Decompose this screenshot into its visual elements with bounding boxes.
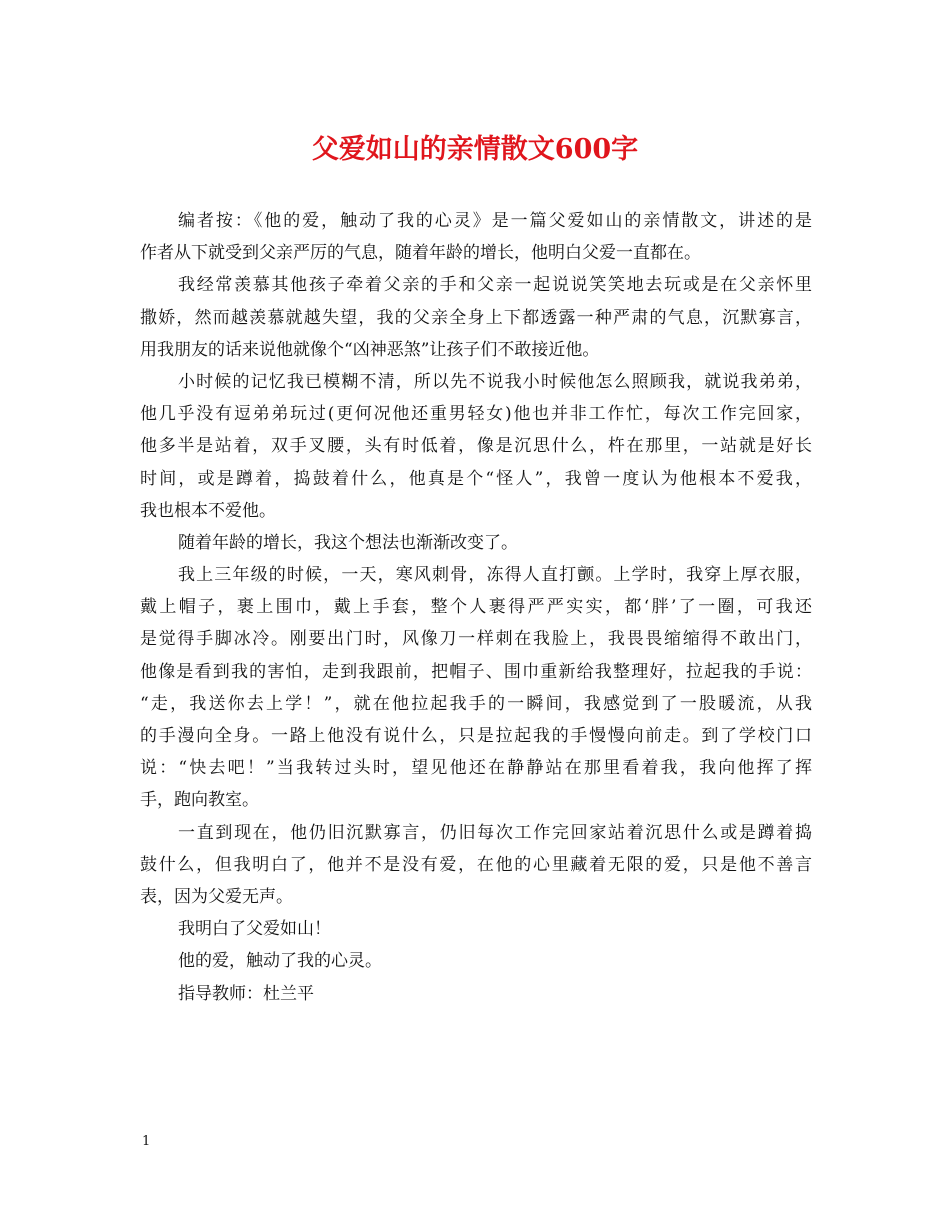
body-line: 时间，或是蹲着，捣鼓着什么，他真是个“怪人”，我曾一度认为他根本不爱我，	[140, 468, 812, 489]
body-line: 戴上帽子，裹上围巾，戴上手套，整个人裹得严严实实，都‘胖’了一圈，可我还	[140, 597, 812, 618]
body-line: 他像是看到我的害怕，走到我跟前，把帽子、围巾重新给我整理好，拉起我的手说：	[140, 661, 812, 682]
body-line: 我经常羡慕其他孩子牵着父亲的手和父亲一起说说笑笑地去玩或是在父亲怀里	[178, 275, 812, 296]
body-line: 我上三年级的时候，一天，寒风刺骨，冻得人直打颤。上学时，我穿上厚衣服，	[178, 565, 812, 586]
document-title: 父爱如山的亲情散文600字	[311, 134, 639, 165]
body-line: 我明白了父爱如山！	[178, 919, 331, 940]
body-line: 鼓什么，但我明白了，他并不是没有爱，在他的心里藏着无限的爱，只是他不善言	[140, 854, 812, 875]
body-line: 是觉得手脚冰冷。刚要出门时，风像刀一样刺在我脸上，我畏畏缩缩得不敢出门，	[140, 629, 812, 650]
body-line: 的手漫向全身。一路上他没有说什么，只是拉起我的手慢慢向前走。到了学校门口	[140, 726, 812, 746]
body-line: “走，我送你去上学！”，就在他拉起我手的一瞬间，我感觉到了一股暖流，从我	[140, 693, 812, 714]
body-line: 小时候的记忆我已模糊不清，所以先不说我小时候他怎么照顾我，就说我弟弟，	[178, 371, 812, 392]
body-line: 说：“快去吧！”当我转过头时，望见他还在静静站在那里看着我，我向他挥了挥	[140, 758, 812, 779]
body-line: 他的爱，触动了我的心灵。	[178, 951, 382, 972]
body-line: 表，因为父爱无声。	[140, 886, 293, 907]
body-line: 作者从下就受到父亲严厉的气息，随着年龄的增长，他明白父爱一直都在。	[140, 243, 701, 264]
body-line: 手，跑向教室。	[140, 790, 259, 811]
body-line: 他几乎没有逗弟弟玩过(更何况他还重男轻女)他也并非工作忙，每次工作完回家，	[140, 404, 812, 425]
body-line: 编者按：《他的爱，触动了我的心灵》是一篇父爱如山的亲情散文，讲述的是	[178, 211, 812, 231]
body-line: 我也根本不爱他。	[140, 500, 276, 521]
body-line: 撒娇，然而越羡慕就越失望，我的父亲全身上下都透露一种严肃的气息，沉默寡言，	[140, 307, 812, 328]
body-line: 指导教师：杜兰平	[178, 983, 314, 1004]
body-line: 用我朋友的话来说他就像个“凶神恶煞”让孩子们不敢接近他。	[140, 339, 600, 360]
body-line: 一直到现在，他仍旧沉默寡言，仍旧每次工作完回家站着沉思什么或是蹲着捣	[178, 822, 812, 843]
body-line: 随着年龄的增长，我这个想法也渐渐改变了。	[178, 532, 518, 553]
page-number: 1	[142, 1134, 151, 1149]
body-line: 他多半是站着，双手叉腰，头有时低着，像是沉思什么，杵在那里，一站就是好长	[140, 436, 812, 457]
article-body	[140, 205, 812, 1010]
